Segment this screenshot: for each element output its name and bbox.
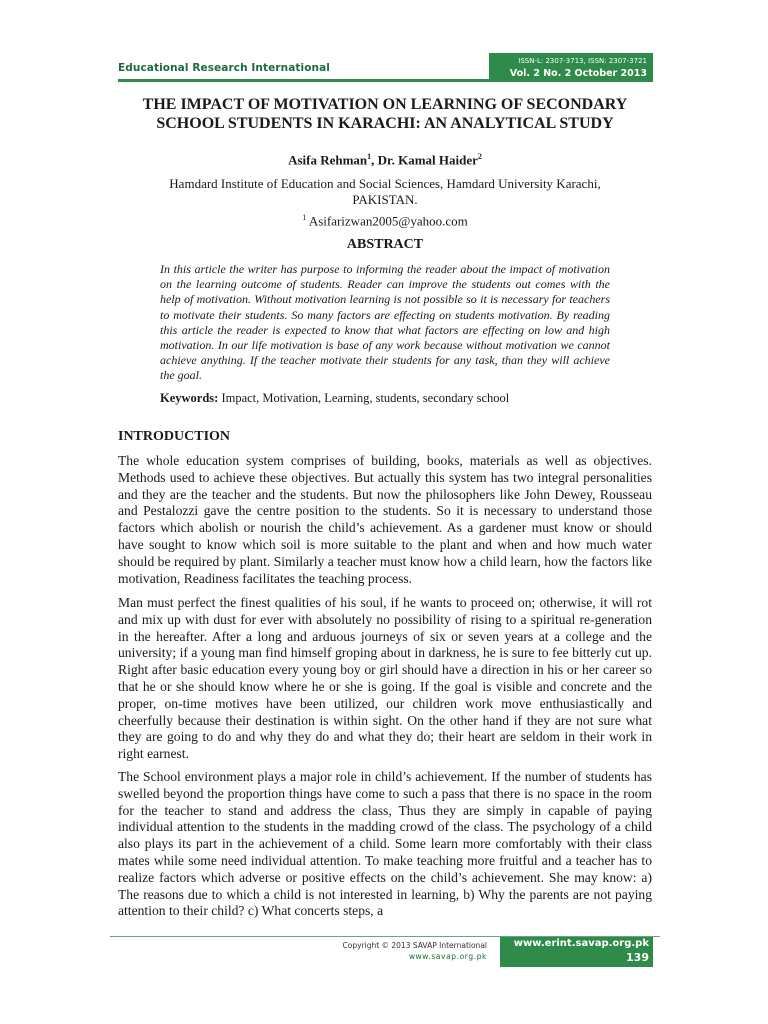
affiliation: Hamdard Institute of Education and Social Sciences, Hamdard University Karachi, PAKISTAN. — [169, 176, 601, 207]
article-title: THE IMPACT OF MOTIVATION ON LEARNING OF SECONDARY SCHOOL STUDENTS IN KARACHI: AN ANALYTICAL STUDY — [142, 96, 628, 132]
email-line — [110, 213, 660, 229]
journal-name: Educational Research International — [118, 62, 330, 74]
authors — [110, 152, 660, 168]
body-paragraph: Man must perfect the finest qualities of his soul, if he wants to proceed on; otherwise, it will rot and mix up with dust for ever with absolutely no possibility of rising to a spiritual re-generation in the hereafter. After a long and arduous journeys of six or seven years at a college and the university; if a young man find himself groping about in darkness, he is sure to fee bitterly cut up. Right after basic education every young boy or girl should have a direction in his or her career so that he or she should know where he or she is going. If the goal is visible and concrete and the proper, on-time motives have been utilized, our children work move enthusiastically and cheerfully because their destination is within sight. On the other hand if they are not sure what they are going to do and why they do and what they do; their heart are seldom in their work in right earnest. — [118, 595, 652, 762]
abstract-body: In this article the writer has purpose to informing the reader about the impact of motivation on the learning outcome of students. Reader can improve the students out comes with the help of motivation. Without motivation learning is not possible so it is necessary for teachers to motivate their students. So many factors are effecting on students motivation. By reading this article the reader is expected to know that what factors are effecting on low and high motivation. In our life motivation is base of any work because without motivation we cannot achieve anything. If the teacher motivate their students for any task, than they will achieve the goal. — [160, 262, 610, 383]
issue-info-box — [489, 53, 653, 82]
page-number: 139 — [626, 951, 649, 964]
header-rule — [118, 79, 653, 82]
author-2: Dr. Kamal Haider — [377, 152, 478, 168]
author-2-marker: 2 — [477, 152, 482, 161]
author-1-marker: 1 — [367, 152, 372, 161]
issn: ISSN-L: 2307-3713, ISSN: 2307-3721 — [518, 57, 647, 65]
volume-issue: Vol. 2 No. 2 October 2013 — [509, 68, 647, 79]
email-marker: 1 — [302, 213, 307, 222]
body-paragraph: The whole education system comprises of building, books, materials as well as objectives. Methods used to achieve these objectives. But actually this system has two integral personalities and they are the teacher and the students. But now the philosophers like John Dewey, Rousseau and Pestalozzi gave the centre position to the students. So it is necessary to understand those factors which abolish or nourish the child’s achievement. As a gardener must know or should have sought to know which soil is more suitable to the plant and when and how much water should be required by plant. Similarly a teacher must know how a child learn, how the factors like motivation, Readiness facilitates the teaching process. — [118, 453, 652, 586]
author-email: Asifarizwan2005@yahoo.com — [306, 213, 468, 229]
author-1: Asifa Rehman — [288, 152, 368, 168]
keywords-list: Impact, Motivation, Learning, students, secondary school — [218, 391, 510, 405]
footer-copyright — [300, 940, 487, 962]
journal-url-link[interactable]: www.erint.savap.org.pk — [513, 938, 649, 949]
abstract-heading: ABSTRACT — [346, 237, 424, 252]
section-heading-introduction: INTRODUCTION — [118, 429, 231, 444]
publisher-site-link[interactable]: www.savap.org.pk — [408, 952, 487, 961]
author-separator: , — [371, 152, 378, 168]
body-paragraph: The School environment plays a major role in child’s achievement. If the number of students has swelled beyond the proportion things have come to such a pass that there is no space in the room for the teacher to stand and address the class, Thus they are simply in capable of paying individual attention to the students in the madding crowd of the class. The psychology of a child also plays its part in the achievement of a child. Some learn more comfortably with their class mates while some need individual attention. To make teaching more fruitful and a teacher has to realize factors which adverse or positive effects on the child’s achievement. She may know: a) The reasons due to which a child is not interested in learning, b) Why the parents are not paying attention to their child? c) What concerts steps, a — [118, 769, 652, 919]
copyright-text: Copyright © 2013 SAVAP International — [342, 941, 487, 950]
footer-page-box — [500, 937, 653, 967]
keywords-label: Keywords: — [160, 391, 219, 405]
keywords — [160, 391, 620, 406]
